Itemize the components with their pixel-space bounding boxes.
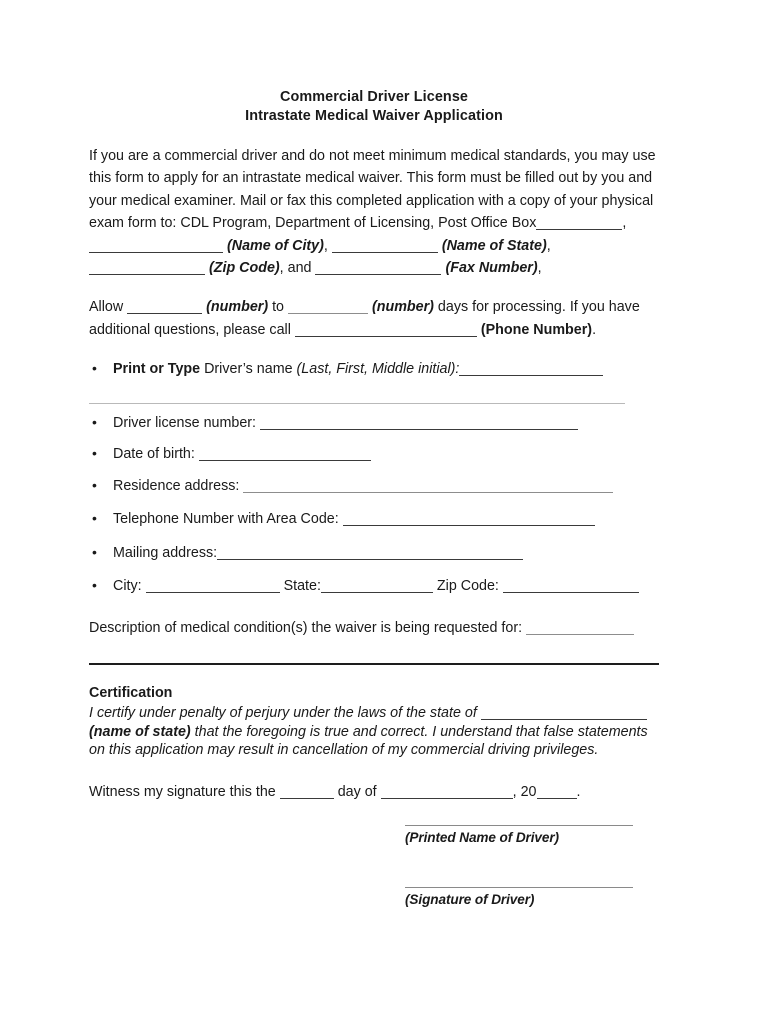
list-item-driver-license-number: [89, 413, 659, 434]
label-number-1: (number): [206, 299, 269, 316]
list-item-date-of-birth: [89, 444, 659, 465]
title-line-1: Commercial Driver License: [279, 89, 469, 105]
list-item-driver-name: [89, 359, 659, 380]
witness-text-4: .: [576, 784, 581, 801]
witness-text-1: Witness my signature this the: [89, 784, 276, 801]
intro-comma-1: ,: [622, 215, 627, 232]
blank-state-field[interactable]: [321, 592, 433, 593]
blank-fax[interactable]: [315, 274, 441, 275]
intro-comma-2: ,: [323, 237, 332, 254]
blank-driver-name[interactable]: [459, 375, 603, 376]
label-date-of-birth: Date of birth:: [113, 446, 195, 463]
blank-witness-year[interactable]: [537, 798, 577, 799]
signature-block: [405, 825, 633, 909]
certification-text-part-1: I certify under penalty of perjury under the laws of the state of: [89, 705, 477, 722]
blank-description[interactable]: [526, 634, 634, 635]
label-residence-address: Residence address:: [113, 478, 240, 495]
certification-text: [89, 704, 659, 760]
document-content: [89, 88, 659, 909]
label-state-field: State:: [283, 578, 321, 595]
blank-phone[interactable]: [295, 336, 477, 337]
allow-to: to: [272, 299, 285, 316]
blank-telephone[interactable]: [343, 525, 595, 526]
description-line: [89, 618, 659, 639]
blank-state[interactable]: [332, 252, 438, 253]
label-name-of-state: (Name of State): [441, 237, 547, 254]
label-name-format: (Last, First, Middle initial):: [296, 361, 460, 378]
label-zip-code-field: Zip Code:: [436, 578, 499, 595]
printed-name-caption: (Printed Name of Driver): [405, 830, 559, 846]
blank-mailing-address[interactable]: [217, 559, 523, 560]
label-number-2: (number): [371, 299, 434, 316]
blank-city-field[interactable]: [146, 592, 280, 593]
list-item-telephone: [89, 509, 659, 530]
signature-rule[interactable]: [405, 887, 633, 888]
blank-residence-address[interactable]: [243, 492, 613, 493]
intro-paragraph: [89, 145, 659, 279]
blank-date-of-birth[interactable]: [199, 460, 371, 461]
blank-number-2[interactable]: [288, 313, 368, 314]
name-continuation-rule-wrap: [89, 403, 659, 404]
allow-word: Allow: [89, 299, 124, 316]
blank-number-1[interactable]: [127, 313, 202, 314]
label-name-of-city: (Name of City): [226, 237, 324, 254]
label-phone-number: (Phone Number): [480, 321, 593, 338]
list-item-residence-address: [89, 476, 659, 497]
blank-po-box[interactable]: [536, 229, 622, 230]
label-telephone: Telephone Number with Area Code:: [113, 511, 339, 528]
label-driver-license-number: Driver license number:: [113, 415, 257, 432]
signature-caption: (Signature of Driver): [405, 892, 535, 908]
list-item-mailing-address: [89, 543, 659, 564]
list-item-city-state-zip: [89, 576, 659, 597]
printed-name-rule[interactable]: [405, 825, 633, 826]
certification-heading: Certification: [89, 685, 173, 702]
page-title: [89, 88, 659, 125]
description-continuation-rule: [89, 663, 659, 665]
blank-certification-state[interactable]: [481, 719, 647, 720]
certification-text-part-2: that the foregoing is true and correct. I understand that false statements on this application may result in cancellation of my commercial driving privileges.: [89, 723, 648, 759]
blank-witness-day[interactable]: [280, 798, 334, 799]
allow-days-text: days for processing. If you have additional questions, please call: [89, 299, 640, 338]
label-zip-code: (Zip Code): [208, 260, 280, 277]
allow-period: .: [592, 321, 597, 338]
title-line-2: Intrastate Medical Waiver Application: [245, 107, 503, 124]
witness-text-3: , 20: [512, 784, 537, 801]
name-continuation-rule: [89, 403, 625, 404]
blank-driver-license-number[interactable]: [260, 429, 578, 430]
blank-city[interactable]: [89, 252, 223, 253]
allow-paragraph: [89, 296, 659, 341]
label-city: City:: [113, 578, 142, 595]
field-list-main: [89, 413, 659, 597]
signature-block-spacer: [405, 847, 633, 887]
description-continuation-rule-wrap: [89, 663, 659, 665]
intro-comma-4: ,: [537, 260, 542, 277]
intro-text: If you are a commercial driver and do not meet minimum medical standards, you may use this form to apply for an intrastate medical waiver. This form must be filled out by you and your medical examiner. Mail or fax this completed application with a copy of your physical exam form to: CDL Program, Department of Licensing, Post Office Box: [89, 148, 656, 232]
label-description: Description of medical condition(s) the waiver is being requested for:: [89, 620, 523, 637]
label-drivers-name: Driver’s name: [200, 361, 297, 378]
label-mailing-address: Mailing address:: [113, 545, 218, 562]
blank-zip[interactable]: [89, 274, 205, 275]
intro-comma-3: ,: [546, 237, 551, 254]
label-print-or-type: Print or Type: [113, 361, 201, 378]
field-list-top: [89, 359, 659, 380]
label-name-of-state-cert: (name of state): [89, 723, 191, 740]
blank-witness-month[interactable]: [381, 798, 513, 799]
witness-text-2: day of: [337, 784, 377, 801]
witness-line: [89, 782, 659, 803]
blank-zip-code-field[interactable]: [503, 592, 639, 593]
label-fax-number: (Fax Number): [445, 260, 538, 277]
intro-and: , and: [279, 260, 312, 277]
